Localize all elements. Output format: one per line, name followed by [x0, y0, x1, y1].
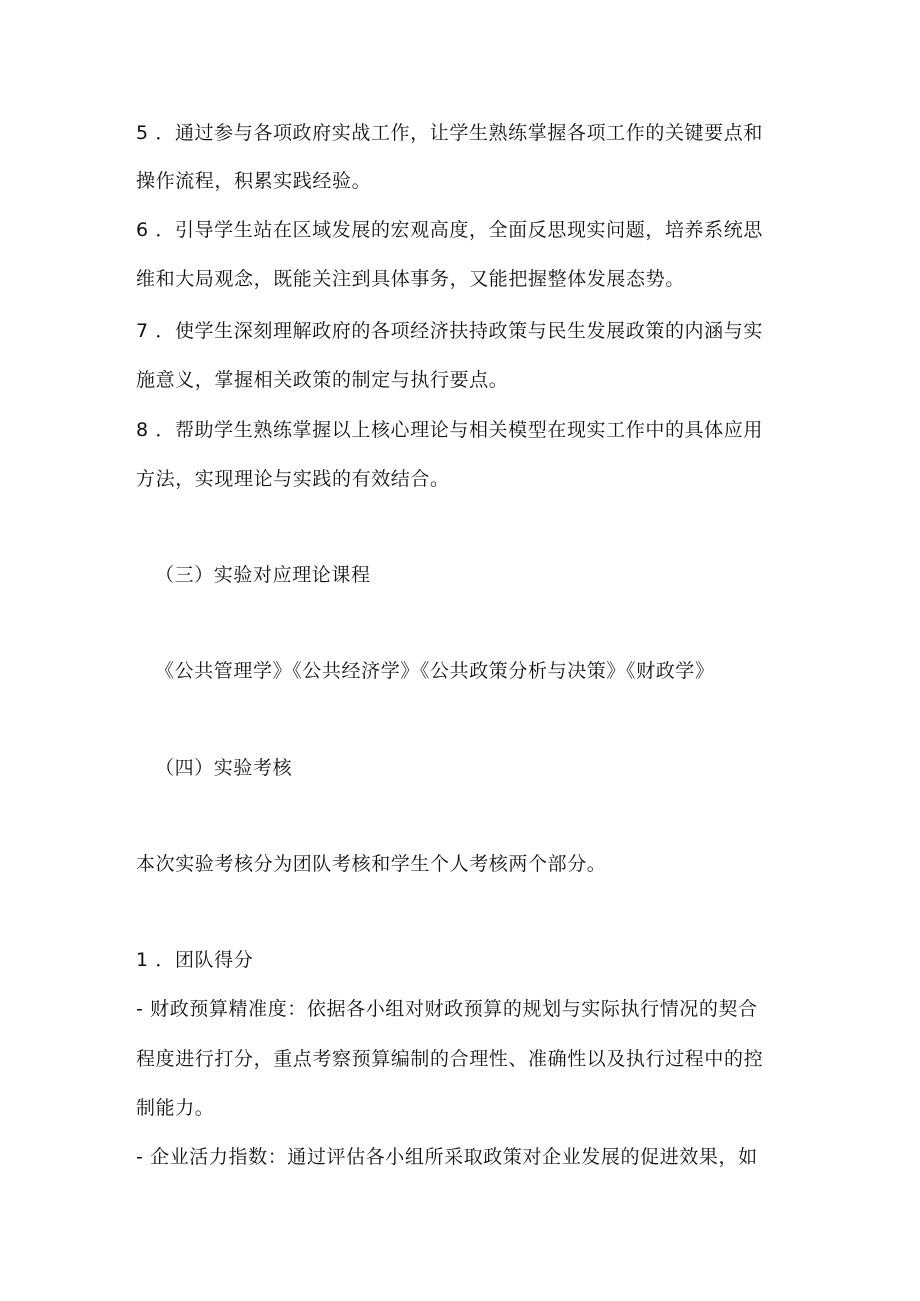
- item-7-text: ．使学生深刻理解政府的各项经济扶持政策与民生发展政策的内涵与实: [155, 320, 763, 342]
- item-7-number: 7: [136, 320, 149, 342]
- team-score-text: ．团队得分: [155, 949, 254, 971]
- item-5-number: 5: [136, 122, 149, 144]
- bullet-1-line3: 制能力。: [136, 1097, 215, 1119]
- team-score-number: 1: [136, 949, 149, 971]
- bullet-1-line2: 程度进行打分，重点考察预算编制的合理性、准确性以及执行过程中的控: [136, 1048, 764, 1070]
- bullet-2-line1: - 企业活力指数：通过评估各小组所采取政策对企业发展的促进效果，如: [136, 1146, 758, 1168]
- section-3-heading: （三）实验对应理论课程: [155, 564, 371, 586]
- item-6-text: ．引导学生站在区域发展的宏观高度，全面反思现实问题，培养系统思: [155, 219, 763, 241]
- bullet-1-line1: - 财政预算精准度：依据各小组对财政预算的规划与实际执行情况的契合: [136, 998, 758, 1020]
- item-5-line2: 操作流程，积累实践经验。: [136, 170, 372, 192]
- item-5-text: ．通过参与各项政府实战工作，让学生熟练掌握各项工作的关键要点和: [155, 122, 763, 144]
- item-5-line1: [136, 119, 763, 147]
- item-6-line1: [136, 216, 763, 244]
- team-score-title: [136, 946, 253, 974]
- item-8-line2: 方法，实现理论与实践的有效结合。: [136, 468, 450, 490]
- section-3-courses: 《公共管理学》《公共经济学》《公共政策分析与决策》《财政学》: [155, 660, 715, 682]
- item-6-number: 6: [136, 219, 149, 241]
- item-8-line1: [136, 416, 763, 444]
- item-6-line2: 维和大局观念，既能关注到具体事务，又能把握整体发展态势。: [136, 268, 685, 290]
- section-4-intro: 本次实验考核分为团队考核和学生个人考核两个部分。: [136, 853, 607, 875]
- section-4-heading: （四）实验考核: [155, 757, 293, 779]
- item-8-text: ．帮助学生熟练掌握以上核心理论与相关模型在现实工作中的具体应用: [155, 419, 763, 441]
- item-7-line1: [136, 317, 763, 345]
- item-7-line2: 施意义，掌握相关政策的制定与执行要点。: [136, 369, 509, 391]
- item-8-number: 8: [136, 419, 149, 441]
